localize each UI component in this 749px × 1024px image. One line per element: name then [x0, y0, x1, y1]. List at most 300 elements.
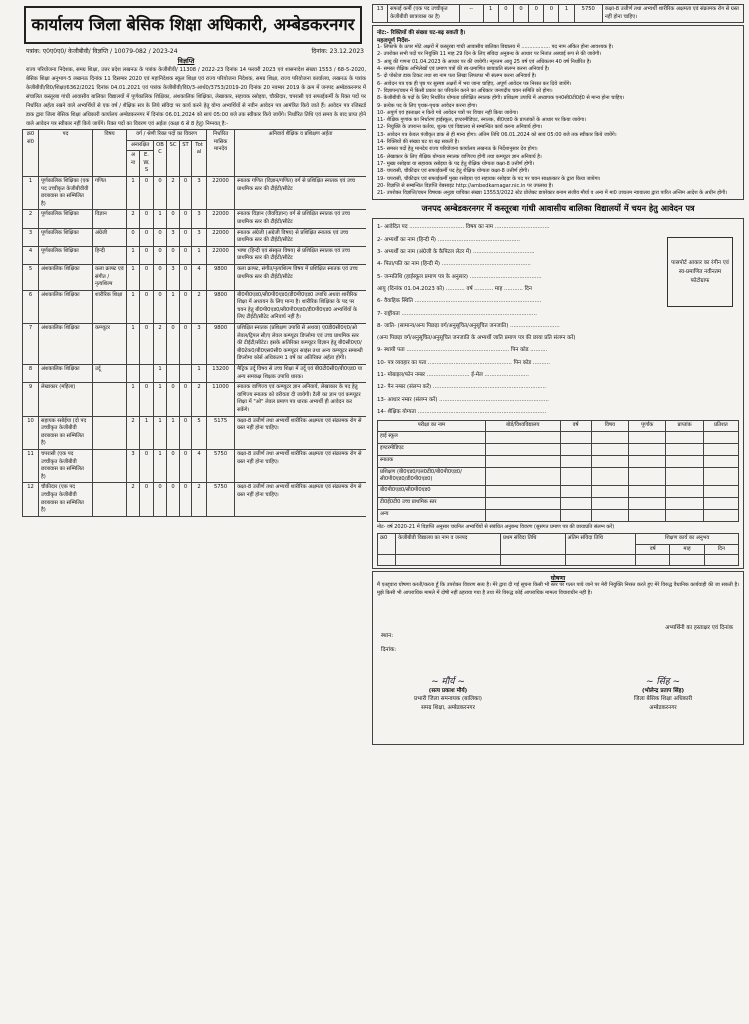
cell-ews: 0 [498, 5, 513, 23]
exp-col-first-date: प्रथम संविदा तिथि [501, 533, 566, 554]
instruction-item: 9- प्रत्येक पद के लिए पृथक-पृथक आवेदन करना होगा। [377, 102, 478, 109]
instruction-item: 14- रिक्तियों की संख्या घट या बढ़ सकती है। [377, 139, 460, 146]
education-cell[interactable] [560, 443, 591, 455]
cell-subject [93, 383, 127, 416]
col-ews: E.W.S [140, 151, 154, 177]
education-cell[interactable] [591, 497, 628, 509]
col-category-group: वर्ग / श्रेणी रिक्त पदों का विवरण [127, 130, 207, 141]
table-row [23, 264, 367, 290]
education-cell[interactable] [703, 431, 738, 443]
cell-obc: 0 [513, 5, 528, 23]
vacancy-note: नोट:- रिक्तियों की संख्या घट-बढ़ सकती है। [377, 30, 466, 37]
cell-subject: गणित [93, 176, 127, 209]
cell-ews: 0 [140, 176, 154, 209]
cell-ews [140, 365, 154, 383]
declaration-heading: घोषणा [550, 575, 566, 583]
cell-total: 3 [192, 176, 207, 209]
cell-pay: 9800 [207, 324, 235, 365]
education-cell[interactable] [666, 509, 703, 521]
education-cell[interactable] [485, 485, 560, 497]
cell-subject: कम्प्यूटर [93, 324, 127, 365]
right-signatory-name: (भोलेन्द्र प्रताप सिंह) [641, 687, 685, 694]
cell-sn: 8 [23, 365, 39, 383]
education-rows [378, 431, 739, 521]
cell-post: चौकीदार (एक पद उच्चीकृत केजीबीवी छात्रावास का सम्मिलित है) [39, 483, 93, 516]
cell-sc: 3 [167, 228, 180, 246]
right-column [372, 4, 744, 1020]
education-cell[interactable] [629, 443, 666, 455]
cell-pay: 5175 [207, 416, 235, 449]
cell-obc: 2 [154, 324, 167, 365]
cell-total: 1 [559, 5, 574, 23]
cell-st: 0 [180, 210, 192, 228]
form-title: जनपद अम्बेडकरनगर में कस्तूरबा गांधी आवासीय बालिका विद्यालयों में चयन हेतु आवेदन पत्र [421, 203, 695, 214]
exp-col-last-date: अंतिम संविदा तिथि [565, 533, 636, 554]
cell-qual: बी0पी0एड0/सी0पी0एड0/डी0पी0एड0 उपाधि अथवा शारीरिक शिक्षा में अध्ययन के लिए मान्य है। शारीरिक शिक्षिका के पद पर चयन हेतु बी0पी0एड0/सी0पी0एड0/डी0पी0एड0 अभ्यर्थियों के लिए टीईटी/सीटेट अनिवार्य नहीं है। [235, 290, 366, 323]
col-gen: अना [127, 151, 140, 177]
cell-qualification: कक्षा-8 उत्तीर्ण तथा अभ्यर्थी शारीरिक अक्षमता एवं संक्रामक रोग से ग्रस्त नहीं होना चाहिए। [602, 5, 743, 23]
cell-st: 0 [180, 176, 192, 209]
exp-col-year: वर्ष [636, 544, 670, 555]
cell-st: 0 [180, 246, 192, 264]
vacancy-table [22, 129, 366, 517]
education-cell[interactable] [591, 431, 628, 443]
cell-gen: 2 [127, 483, 140, 516]
cell-st: 0 [180, 290, 192, 323]
education-cell[interactable] [629, 455, 666, 467]
form-field[interactable]: 9- स्थायी पता ............................................................ पिन कोड .......... [377, 347, 548, 354]
cell-sn: 6 [23, 290, 39, 323]
table-row [378, 497, 739, 509]
cell-post: अंशकालिक शिक्षिका [39, 324, 93, 365]
instructions-box [372, 25, 744, 200]
instruction-item: 17- मुख्य रसोइया या सहायक रसोइया के पद हेतु शैक्षिक योग्यता कक्षा-8 उत्तीर्ण होगी। [377, 160, 535, 167]
cell-qual: स्नातक वाणिज्य एवं कम्प्यूटर ज्ञान अनिवार्य, लेखाकार के पद हेतु वाणिज्य स्नातक को वरीयता दी जायेगी। टैली का ज्ञान एवं कम्प्यूटर शिक्षा में "ओ" लेवल प्रमाण पत्र धारक अभ्यर्थी ही आवेदन कर सकेंगे। [235, 383, 366, 416]
exam-name: अन्य [378, 509, 486, 521]
instruction-item: 4- समस्त शैक्षिक अभिलेखों एवं प्रमाण पत्रों की स्व-प्रमाणित छायाप्रति संलग्न करना अनिवार्य है। [377, 66, 550, 73]
cell-pay: 11000 [207, 383, 235, 416]
experience-note: नोट- वर्ष 2020-21 में विज्ञप्ति अनुसार चयनित अभ्यर्थियों से संबंधित अनुबन्ध विवरण (सुसंगत प्रमाण पत्र की छायाप्रति संलग्न करें) [377, 523, 615, 530]
instruction-item: 20- विज्ञप्ति से सम्बन्धित विज्ञप्ति वेबसाइट http://ambedkarnagar.nic.in पर उपलब्ध है। [377, 182, 554, 189]
education-col: बोर्ड/विश्वविद्यालय [485, 421, 560, 432]
instruction-item: 5- दो पोस्टेज डाक टिकट तथा स्व नाम पता लिखा लिफाफा भी संलग्न करना अनिवार्य है। [377, 73, 537, 80]
cell-gen: 1 [127, 383, 140, 416]
cell-obc: 1 [154, 365, 167, 383]
cell-sn: 13 [373, 5, 388, 23]
instructions-heading: महत्वपूर्ण निर्देश- [377, 38, 411, 45]
education-cell[interactable] [560, 509, 591, 521]
right-signatory [593, 678, 733, 712]
instruction-item: 2- उपरोक्त सभी पदों पर नियुक्ति 11 माह 29 दिन के लिए संविदा अनुबन्ध के आधार पर नितांत अस्थाई रूप से की जायेगी। [377, 51, 602, 58]
cell-sn: 4 [23, 246, 39, 264]
form-field[interactable]: 5- जन्मतिथि (हाईस्कूल प्रमाण पत्र के अनुसार) .......................................... [377, 273, 542, 280]
cell-obc: 0 [154, 290, 167, 323]
col-qualification: अनिवार्य शैक्षिक व प्रशिक्षण अर्हता [235, 130, 366, 177]
cell-gen: 1 [127, 324, 140, 365]
education-cell[interactable] [591, 455, 628, 467]
cell-pay: 9800 [207, 264, 235, 290]
cell-gen: 1 [127, 264, 140, 290]
cell-sc: 0 [167, 449, 180, 482]
cell-post: अंशकालिक शिक्षिका [39, 290, 93, 323]
cell-sc: 0 [167, 246, 180, 264]
instruction-item: 21- उपरोक्त विज्ञप्ति/चयन विषयक अनुज्ञा याचिका संख्या 13553/2022 स्टेट प्रोजेक्ट डायरेक्टर बनाम संजीव मौर्या व अन्य में मा0 उच्चतम न्यायालय द्वारा पारित अन्तिम आदेश के अधीन होगी। [377, 190, 728, 197]
applicant-signature-label: अभ्यर्थिनी का हस्ताक्षर एवं दिनांक [665, 625, 733, 632]
education-cell[interactable] [485, 467, 560, 485]
cell-ews: 0 [140, 483, 154, 516]
cell-total: 5 [192, 416, 207, 449]
education-cell[interactable] [666, 443, 703, 455]
table-row [23, 449, 367, 482]
instruction-item: 3- आयु की गणना 01.04.2023 के आधार पर की जायेगी। न्यूनतम आयु 25 वर्ष एवं अधिकतम 40 वर्ष निर्धारित है। [377, 58, 592, 65]
instruction-item: 10- अपूर्ण एवं हस्ताक्षर न किये गये आवेदन पत्रों पर विचार नहीं किया जायेगा। [377, 109, 519, 116]
education-cell[interactable] [591, 509, 628, 521]
cell-ews: 0 [140, 210, 154, 228]
cell-pay: 22000 [207, 210, 235, 228]
form-field[interactable]: 2- अभ्यर्थी का नाम (हिन्दी में) ................................................ [377, 236, 520, 243]
cell-sn: 3 [23, 228, 39, 246]
exp-col-school: केजीबीवी विद्यालय का नाम व जनपद [396, 533, 501, 554]
office-title: कार्यालय जिला बेसिक शिक्षा अधिकारी, अम्बेडकरनगर [24, 6, 362, 44]
table-row [378, 443, 739, 455]
form-field[interactable]: 8- जाति- (सामान्य/अन्य पिछड़ा वर्ग/अनुसूचित/अनुसूचित जनजाति) ............................. [377, 322, 560, 329]
cell-post: पूर्णकालिक शिक्षिका (एक पद उच्चीकृत केजीबीवीवी छात्रावास का सम्मिलित है) [39, 176, 93, 209]
cell-post: अंशकालिक शिक्षिका [39, 264, 93, 290]
photo-box: पासपोर्ट आकार का रंगीन एवं स्व-प्रमाणित नवीनतम फोटोग्राफ [667, 237, 733, 307]
cell-ews: 0 [140, 246, 154, 264]
cell-pay: 5750 [207, 483, 235, 516]
education-col: परीक्षा का नाम [378, 421, 486, 432]
education-cell[interactable] [703, 485, 738, 497]
cell-obc: 1 [154, 449, 167, 482]
form-field[interactable]: 1- आवेदित पद ................................ विषय का नाम ................................ [377, 224, 550, 231]
education-cell[interactable] [629, 467, 666, 485]
right-signature: ~ सिंह ~ [646, 677, 680, 688]
table-row [378, 455, 739, 467]
education-cell[interactable] [560, 497, 591, 509]
education-cell[interactable] [703, 497, 738, 509]
cell-ews: 0 [140, 228, 154, 246]
cell-total: 4 [192, 449, 207, 482]
cell-sc: 2 [167, 176, 180, 209]
cell-st: 0 [180, 416, 192, 449]
cell-obc: 1 [154, 416, 167, 449]
cell-st: 0 [180, 264, 192, 290]
cell-subject: उर्दू [93, 365, 127, 383]
left-signatory-org: समग्र शिक्षा, अम्बेडकरनगर [421, 704, 475, 711]
cell-obc: 0 [154, 228, 167, 246]
cell-gen: 2 [127, 416, 140, 449]
cell-gen: 1 [127, 176, 140, 209]
cell-subject: -- [459, 5, 483, 23]
instruction-item: 7- विज्ञापन/चयन में किसी प्रकार का परिवर्तन करने का अधिकार जनपदीय चयन समिति को होगा। [377, 87, 553, 94]
form-field[interactable]: 3- अभ्यर्थी का नाम (अंग्रेजी के कैपिटल लेटर में) .................................... [377, 249, 535, 256]
cell-pay: 22000 [207, 176, 235, 209]
cell-qual: कक्षा-8 उत्तीर्ण तथा अभ्यर्थी शारीरिक अक्षमता एवं संक्रामक रोग से ग्रस्त नहीं होना चाहिए। [235, 483, 366, 516]
reference-line [6, 47, 366, 55]
cell-gen: 1 [127, 246, 140, 264]
education-cell[interactable] [703, 509, 738, 521]
education-cell[interactable] [703, 443, 738, 455]
left-column [6, 4, 366, 1020]
cell-gen: 1 [127, 290, 140, 323]
education-cell[interactable] [629, 497, 666, 509]
cell-qual: भाषा (हिन्दी एवं संस्कृत विषय) से प्रशिक्षित स्नातक एवं उच्च प्राथमिक स्तर की टीईटी/सीटेट [235, 246, 366, 264]
cell-st: 0 [180, 383, 192, 416]
education-cell[interactable] [666, 467, 703, 485]
cell-qual: स्नातक विज्ञान (जैवविज्ञान) वर्ग से प्रशिक्षित स्नातक एवं उच्च प्राथमिक स्तर की टीईटी/सीटेट [235, 210, 366, 228]
education-col: प्रतिशत [703, 421, 738, 432]
letter-number: पत्रांक: ए0ए0ए0/ केजीबीवी/ विज्ञप्ति / 10079-082 / 2023-24 [26, 48, 178, 55]
cell-sn: 11 [23, 449, 39, 482]
cell-subject [93, 449, 127, 482]
left-signatory-role: प्रभारी जिला समन्वयक (बालिका) [414, 696, 482, 703]
instruction-item: 8- केजीबीवी के पदों के लिए निर्धारित योग्यता प्रशिक्षित स्नातक होगी। प्रशिक्षण उपाधि में अध्यापक एन0सी0टी0ई0 से मान्य होना चाहिए। [377, 95, 625, 102]
cell-st: 0 [544, 5, 559, 23]
cell-post: पूर्णकालिक शिक्षिका [39, 246, 93, 264]
cell-pay: 22000 [207, 246, 235, 264]
col-st: ST [180, 140, 192, 176]
cell-qual: स्नातक गणित (विज्ञान/गणित) वर्ग से प्रशिक्षित स्नातक एवं उच्च प्राथमिक स्तर की टीईटी/सीटेट [235, 176, 366, 209]
table-row [23, 383, 367, 416]
col-post: पद [39, 130, 93, 177]
education-cell[interactable] [560, 431, 591, 443]
cell-total: 2 [192, 290, 207, 323]
left-signatory-name: (सत्य प्रकाश मौर्य) [428, 687, 468, 694]
cell-total: 2 [192, 483, 207, 516]
cell-sc: 0 [167, 324, 180, 365]
cell-qual: कला क्राफ्ट, संगीत/नृत्यशिल्प विषय में प्रशिक्षित स्नातक एवं उच्च प्राथमिक स्तर की टीईटी/सीटेट [235, 264, 366, 290]
table-row [378, 467, 739, 485]
table-row [23, 290, 367, 323]
education-cell[interactable] [560, 485, 591, 497]
cell-subject: विज्ञान [93, 210, 127, 228]
vacancy-rows [23, 176, 367, 516]
form-field[interactable]: (अन्य पिछड़ा वर्ग/अनुसूचित/अनुसूचित जनजाति के अभ्यर्थी जाति प्रमाण पत्र की छाया प्रति संलग्न करें) [377, 335, 576, 342]
cell-obc: 0 [154, 264, 167, 290]
cell-gen: 1 [483, 5, 498, 23]
cell-gen: 2 [127, 210, 140, 228]
cell-post: चपरासी (एक पद उच्चीकृत केजीबीवी छात्रावास का सम्मिलित है) [39, 449, 93, 482]
cell-st: 0 [180, 324, 192, 365]
col-total: Total [192, 140, 207, 176]
education-cell[interactable] [485, 431, 560, 443]
intro-paragraph: राज्य परियोजना निदेशक, समग्र शिक्षा, उत्तर प्रदेश लखनऊ के पत्रांक केजीबीवी/ 11308 / 2022-23 दिनांक 14 फरवरी 2023 एवं शासनादेश संख्या 1553 / 68-5-2020, बेसिक शिक्षा अनुभाग-5 लखनऊ दिनांक 11 दिसम्बर 2020 एवं महानिदेशक स्कूल शिक्षा एवं राज्य परियोजना निदेशक, समग्र शिक्षा, राज्य परियोजना कार्यालय, लखनऊ के पत्रांक केजीबीवी/वि0/शिक्षा/6362/2021 दिनांक 04.01.2021 एवं पत्रांक केजीबीवी/वि0/3-आर्थ0/3753/2019-20 दिनांक 20 नवम्बर 2019 के क्रम में जनपद अम्बेडकरनगर में संचालित कस्तूरबा गांधी आवासीय बालिका विद्यालयों में पूर्णकालिक शिक्षिका, अंशकालिक शिक्षिका, लेखाकार, सहायक रसोइया, चौकीदार, चपरासी एवं सफाईकर्मी के रिक्त पदों पर निर्धारित अर्हता रखने वाले अभ्यर्थियों से एक वर्ष / शैक्षिक सत्र के लिये संविदा पर कार्य करने हेतु योग्य अभ्यर्थियों से नवीन आवेदन पत्र आमंत्रित किये जाते हैं। आवेदन पत्र रजिस्टर्ड डाक द्वारा जिला बेसिक शिक्षा अधिकारी कार्यालय अम्बेडकरनगर में दिनांक 06.01.2024 को सायं 05:00 बजे तक स्वीकार किये जायेंगे। निर्धारित तिथि एवं समय के बाद प्राप्त होने वाले आवेदन पत्र स्वीकार नहीं किये जायेंगे। रिक्त पदों का विवरण एवं अर्हता (कक्षा 6 से 8 हेतु) निम्नवत् है:- [26, 67, 366, 127]
left-signature: ~ मौर्य ~ [431, 677, 465, 688]
table-row [23, 365, 367, 383]
education-cell[interactable] [485, 443, 560, 455]
education-cell[interactable] [591, 485, 628, 497]
left-signatory [383, 678, 513, 712]
form-field[interactable]: 11- मोबाइल/फोन नम्बर ......................... ई-मेल .......................... [377, 371, 530, 378]
education-cell[interactable] [666, 485, 703, 497]
cell-sn: 9 [23, 383, 39, 416]
instruction-item: 18- चपरासी, चौकीदार एवं सफाईकर्मी पद हेतु शैक्षिक योग्यता कक्षा-8 उत्तीर्ण होगी। [377, 168, 530, 175]
date-label: दिनांक: [381, 647, 397, 654]
cell-subject: अंग्रेजी [93, 228, 127, 246]
cell-pay: 5750 [207, 449, 235, 482]
cell-obc: 1 [154, 383, 167, 416]
instruction-item: 1- लिफाफे के ऊपर मोटे अक्षरों में कस्तूरबा गांधी आवासीय बालिका विद्यालय में .................. पद नाम अंकित होना आवश्यक है। [377, 44, 614, 51]
education-col: वर्ष [560, 421, 591, 432]
form-field[interactable]: 7- राष्ट्रीयता ............................................................................... [377, 310, 537, 317]
cell-post: पूर्णकालिक शिक्षिका [39, 228, 93, 246]
form-field[interactable]: आयु (दिनांक 01.04.2023 को) ........... वर्ष ........... माह ........... दिन [377, 285, 532, 292]
cell-ews: 1 [140, 416, 154, 449]
cell-sn: 5 [23, 264, 39, 290]
cell-subject [93, 416, 127, 449]
education-cell[interactable] [591, 443, 628, 455]
education-cell[interactable] [629, 431, 666, 443]
table-row [23, 416, 367, 449]
instruction-item: 16- लेखाकार के लिए शैक्षिक योग्यता स्नातक वाणिज्य होगी तथा कम्प्यूटर ज्ञान अनिवार्य है। [377, 153, 542, 160]
right-signatory-org: अम्बेडकरनगर [649, 704, 677, 711]
cell-sc: 0 [167, 210, 180, 228]
table-row [373, 5, 744, 23]
cell-qual: स्नातक अंग्रेजी (अंग्रेजी विषय) से प्रशिक्षित स्नातक एवं उच्च प्राथमिक स्तर की टीईटी/सीटेट [235, 228, 366, 246]
cell-sn: 7 [23, 324, 39, 365]
education-cell[interactable] [485, 497, 560, 509]
cell-sc [167, 365, 180, 383]
table-row [378, 431, 739, 443]
cell-total: 4 [192, 264, 207, 290]
cell-sn: 2 [23, 210, 39, 228]
cell-st: 0 [180, 449, 192, 482]
instruction-item: 13- आवेदन पत्र केवल पंजीकृत डाक से ही मान्य होगा। अंतिम तिथि 06.01.2024 को सायं 05:00 बजे तक स्वीकार किये जायेंगे। [377, 131, 617, 138]
table-row [378, 555, 739, 566]
education-cell[interactable] [591, 467, 628, 485]
cell-obc: 0 [154, 483, 167, 516]
cell-ews: 0 [140, 290, 154, 323]
cell-sn: 1 [23, 176, 39, 209]
education-cell[interactable] [703, 455, 738, 467]
education-col: प्राप्तांक [666, 421, 703, 432]
cell-total: 3 [192, 228, 207, 246]
cell-qual: कक्षा-8 उत्तीर्ण तथा अभ्यर्थी शारीरिक अक्षमता एवं संक्रामक रोग से ग्रस्त नहीं होना चाहिए। [235, 449, 366, 482]
cell-total: 1 [192, 246, 207, 264]
cell-qual: मैट्रिक उर्दू विषय से उच्च शिक्षा में उर्दू एवं बी0टी0सी0/बी0एड0 या अन्य समकक्ष शिक्षक उपाधि धारक। [235, 365, 366, 383]
cell-ews: 0 [140, 264, 154, 290]
cell-st [180, 365, 192, 383]
cell-sn: 12 [23, 483, 39, 516]
cell-qual: प्रशिक्षित स्नातक (प्रशिक्षण उपाधि से अथवा) ए0डी0सी0ए0/ओ लेवल/ट्रिपल सी/ए लेवल कम्प्यूटर डिप्लोमा एवं उच्च प्राथमिक स्तर की टीईटी/सीटेट। इसके अतिरिक्त कम्प्यूटर विज्ञान हेतु बी0सी0ए0/बी0टेक0/बी0एस0सी0 कम्प्यूटर साइंस तथा अन्य कम्प्यूटर सम्बन्धी डिप्लोमा कोर्स अधिकतम 1 वर्ष का अतिरिक्त अर्हता होगी। [235, 324, 366, 365]
exp-col-experience: शिक्षण कार्य का अनुभव [636, 533, 739, 544]
cell-pay: 5750 [574, 5, 602, 23]
education-col: पूर्णांक [629, 421, 666, 432]
cell-obc: 0 [154, 246, 167, 264]
cell-ews: 0 [140, 449, 154, 482]
cell-subject: कला क्राफ्ट एवं संगीत / नृत्यशिल्प [93, 264, 127, 290]
col-obc: OBC [154, 140, 167, 176]
table-row [23, 228, 367, 246]
vacancy-table-continued [372, 4, 744, 23]
education-cell[interactable] [629, 485, 666, 497]
cell-obc: 1 [154, 210, 167, 228]
form-field[interactable]: 4- पिता/पति का नाम (हिन्दी में) .................................................... [377, 261, 531, 268]
cell-sc: 1 [167, 416, 180, 449]
cell-sc: 0 [529, 5, 544, 23]
col-sn: क्र0 सं0 [23, 130, 39, 177]
place-label: स्थान: [381, 633, 394, 640]
education-header-row [378, 421, 739, 432]
cell-subject: शारीरिक शिक्षा [93, 290, 127, 323]
education-cell[interactable] [485, 455, 560, 467]
education-table [377, 420, 739, 522]
exam-name: प्रशिक्षण (बी0एड0/एल0टी0/बी0पी0एड0/सी0पी0एड0/डी0पी0एड0) [378, 467, 486, 485]
table-row [23, 483, 367, 516]
education-cell[interactable] [560, 467, 591, 485]
letter-date: दिनांक: 23.12.2023 [311, 48, 364, 55]
cell-sc: 0 [167, 483, 180, 516]
col-honorarium: निर्धारित मासिक मानदेय [207, 130, 235, 177]
instruction-item: 15- समस्त पदों हेतु मानदेय राज्य परियोजना कार्यालय लखनऊ के निर्देशानुसार देय होगा। [377, 146, 538, 153]
col-unreserved: अनारक्षित [127, 140, 154, 151]
cell-subject [93, 483, 127, 516]
cell-qual: कक्षा-8 उत्तीर्ण तथा अभ्यर्थी शारीरिक अक्षमता एवं संक्रामक रोग से ग्रस्त नहीं होना चाहिए। [235, 416, 366, 449]
cell-gen [127, 365, 140, 383]
cell-ews: 0 [140, 383, 154, 416]
education-cell[interactable] [629, 509, 666, 521]
experience-table [377, 533, 739, 566]
cell-total: 2 [192, 383, 207, 416]
form-field[interactable]: 10- पत्र व्यवहार का पता ................................................. पिन कोड .......... [377, 359, 551, 366]
exam-name: बी0पी0एड0/सी0पी0एड0 [378, 485, 486, 497]
cell-subject: हिन्दी [93, 246, 127, 264]
table-row [23, 246, 367, 264]
cell-sc: 0 [167, 383, 180, 416]
cell-total: 1 [192, 365, 207, 383]
cell-post: पूर्णकालिक शिक्षिका [39, 210, 93, 228]
cell-post: सफाई कर्मी (एक पद उच्चीकृत केजीबीवी छात्रावास का है) [388, 5, 460, 23]
cell-post: लेखाकार (महिला) [39, 383, 93, 416]
cell-sn: 10 [23, 416, 39, 449]
cell-post: सहायक रसोईया (दो पद उच्चीकृत केजीबीवी छात्रावास का सम्मिलित है) [39, 416, 93, 449]
exp-col-month: माह [670, 544, 704, 555]
table-row [378, 485, 739, 497]
cell-gen: 0 [127, 228, 140, 246]
table-row [23, 210, 367, 228]
instruction-item: 12- नियुक्ति के उपरान्त कर्तव्य, शुल्क एवं विद्यालय से सम्बन्धित कार्य करना अनिवार्य होगा। [377, 124, 543, 131]
education-cell[interactable] [703, 467, 738, 485]
col-sc: SC [167, 140, 180, 176]
instruction-item: 11- शैक्षिक गुणांक का निर्धारण हाईस्कूल, इण्टरमीडिएट, स्नातक, बी0एड0 के प्राप्तांकों के आधार पर किया जायेगा। [377, 117, 587, 124]
instruction-item: 6- आवेदन पत्र एक ही पृष्ठ पर सुस्पष्ट अक्षरों में भरा जाना चाहिए, अपूर्ण आवेदन पत्र निरस्त कर दिये जायेंगे। [377, 80, 572, 87]
education-cell[interactable] [666, 431, 703, 443]
cell-sc: 1 [167, 290, 180, 323]
cell-total: 3 [192, 210, 207, 228]
cell-gen: 3 [127, 449, 140, 482]
education-cell[interactable] [485, 509, 560, 521]
cell-total: 3 [192, 324, 207, 365]
cell-obc: 0 [154, 176, 167, 209]
cell-ews: 0 [140, 324, 154, 365]
cell-pay: 13200 [207, 365, 235, 383]
form-field[interactable]: 13- आधार नम्बर (संलग्न करें) ................................................................ [377, 396, 549, 403]
education-cell[interactable] [666, 455, 703, 467]
instructions-list [377, 44, 739, 197]
education-cell[interactable] [666, 497, 703, 509]
form-field[interactable]: 6- वैवाहिक स्थिति .......................................................................... [377, 298, 542, 305]
education-col: विषय [591, 421, 628, 432]
col-subject: विषय [93, 130, 127, 177]
form-field[interactable]: 12- पैन नम्बर (संलग्न करें) .................................................................. [377, 384, 546, 391]
declaration-box [372, 571, 744, 745]
form-field[interactable]: 14- शैक्षिक योग्यता ........................................................................... [377, 408, 547, 415]
exam-name: टी0ई0टी0 उच्च प्राथमिक स्तर [378, 497, 486, 509]
table-row [23, 176, 367, 209]
education-cell[interactable] [560, 455, 591, 467]
cell-st: 0 [180, 483, 192, 516]
